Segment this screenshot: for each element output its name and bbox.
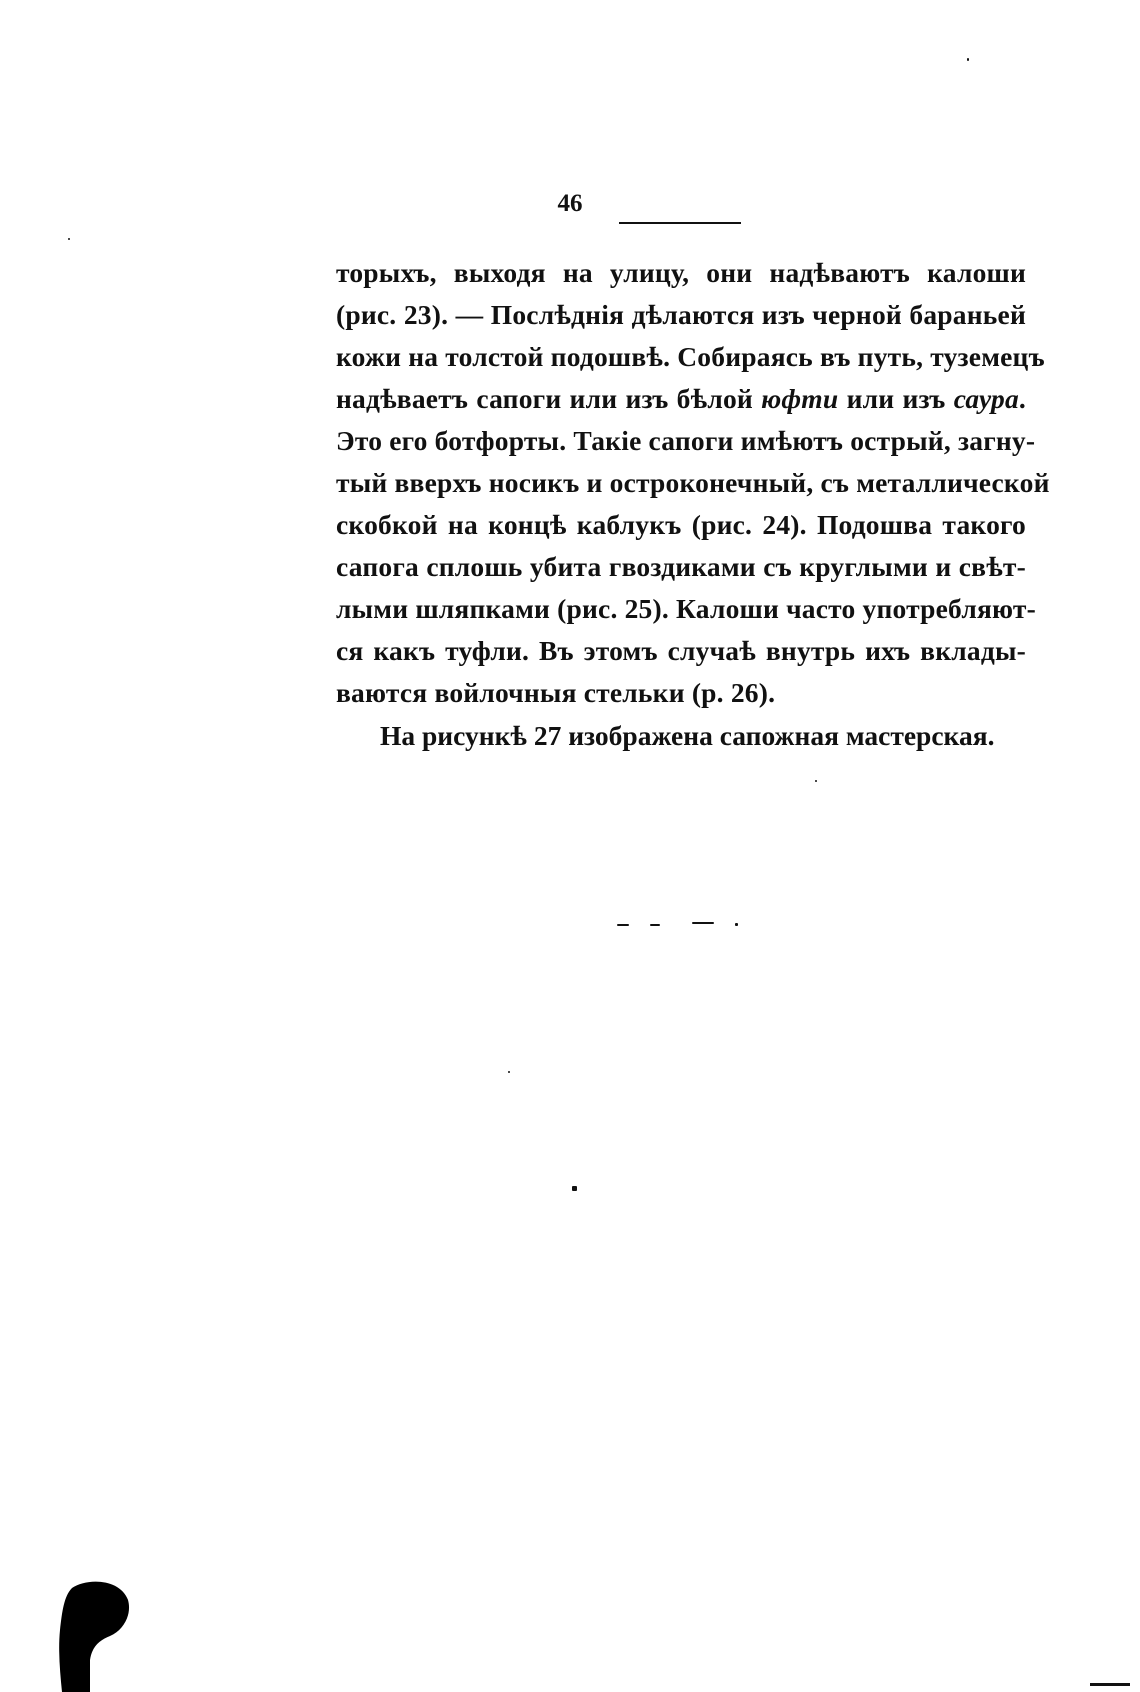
- ink-blot: [58, 1580, 130, 1692]
- text-line: торыхъ, выходя на улицу, они надѣваютъ калоши: [336, 257, 1026, 288]
- italic-term: саура: [953, 383, 1019, 414]
- body-paragraph: [336, 252, 1050, 714]
- page-number: 46: [557, 190, 583, 217]
- scan-speck: [572, 1186, 577, 1191]
- scan-speck: [508, 1071, 510, 1073]
- text-line: сапога сплошь убита гвоздиками съ круглыми и свѣт-: [336, 551, 1026, 582]
- text-segment: надѣваетъ сапоги или изъ бѣлой: [336, 383, 762, 414]
- text-line: Это его ботфорты. Такіе сапоги имѣютъ острый, загну-: [336, 425, 1036, 456]
- italic-term: юфти: [761, 383, 839, 414]
- scan-speck: [692, 922, 714, 924]
- text-line: ваются войлочныя стельки (р. 26).: [336, 677, 776, 708]
- text-line: (рис. 23). — Послѣднія дѣлаются изъ черной бараньей: [336, 299, 1026, 330]
- scan-speck: [815, 780, 817, 782]
- text-segment: или изъ: [838, 383, 954, 414]
- scan-speck: [650, 924, 660, 926]
- scan-speck: [967, 58, 969, 61]
- text-line: тый вверхъ носикъ и остроконечный, съ металлической: [336, 467, 1050, 498]
- text-line: кожи на толстой подошвѣ. Собираясь въ путь, туземецъ: [336, 341, 1045, 372]
- closing-line: На рисункѣ 27 изображена сапожная мастерская.: [380, 720, 995, 751]
- page-number-rule: [619, 222, 741, 224]
- scan-speck: [617, 924, 629, 926]
- text-segment: .: [1018, 383, 1026, 414]
- text-line: скобкой на концѣ каблукъ (рис. 24). Подошва такого: [336, 509, 1026, 540]
- edge-mark: [1090, 1683, 1130, 1686]
- scan-speck: [735, 923, 738, 926]
- text-line: ся какъ туфли. Въ этомъ случаѣ внутрь ихъ вклады-: [336, 635, 1026, 666]
- text-line: [336, 378, 1026, 420]
- scan-speck: [68, 238, 70, 240]
- text-line: лыми шляпками (рис. 25). Калоши часто употребляют-: [336, 593, 1036, 624]
